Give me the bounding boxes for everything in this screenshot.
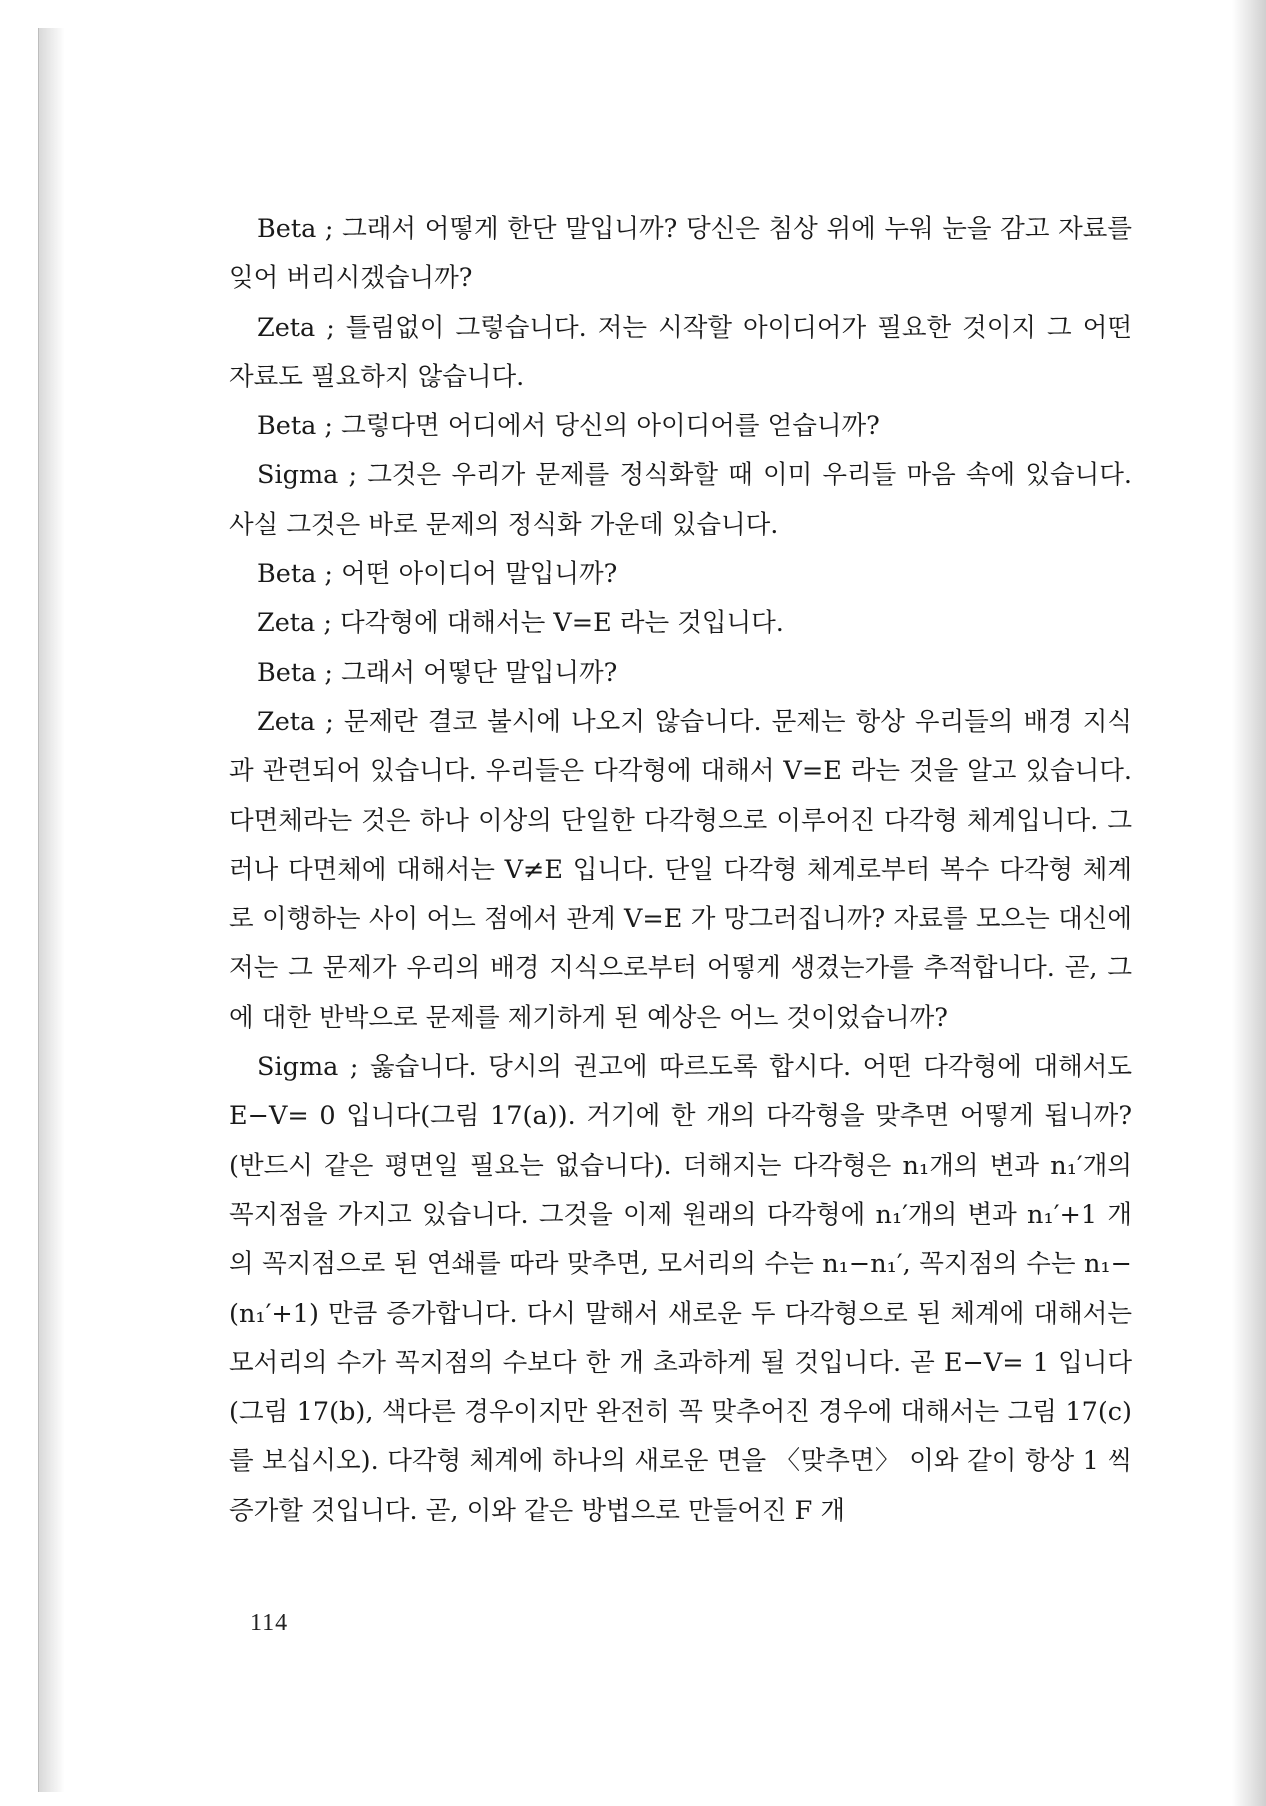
paragraph-zeta-2: Zeta ; 다각형에 대해서는 V=E 라는 것입니다. xyxy=(257,608,784,639)
page-right-shadow xyxy=(1232,0,1266,1806)
paragraph-sigma-2: Sigma ; 옳습니다. 당시의 권고에 따르도록 합시다. 어떤 다각형에 대해서도 E−V= 0 입니다(그림 17(a)). 거기에 한 개의 다각형을 맞추면 어떻게 됩니까? (반드시 같은 평면일 필요는 없습니다). 더해지는 다각형은 n₁개의 변과 n₁′개의 꼭지점을 가지고 있습니다. 그것을 이제 원래의 다각형에 n₁′개의 변과 n₁′+1 개의 꼭지점으로 된 연쇄를 따라 맞추면, 모서리의 수는 n₁−n₁′, 꼭지점의 수는 n₁−(n₁′+1) 만큼 증가합니다. 다시 말해서 새로운 두 다각형으로 된 체계에 대해서는 모서리의 수가 꼭지점의 수보다 한 개 초과하게 될 것입니다. 곧 E−V= 1 입니다(그림 17(b), 색다른 경우이지만 완전히 꼭 맞추어진 경우에 대해서는 그림 17(c)를 보십시오). 다각형 체계에 하나의 새로운 면을 〈맞추면〉 이와 같이 항상 1 씩 증가할 것입니다. 곧, 이와 같은 방법으로 만들어진 F 개 xyxy=(229,1052,1132,1526)
paragraph-sigma-1: Sigma ; 그것은 우리가 문제를 정식화할 때 이미 우리들 마음 속에 있습니다. 사실 그것은 바로 문제의 정식화 가운데 있습니다. xyxy=(229,460,1132,540)
paragraph-beta-4: Beta ; 그래서 어떻단 말입니까? xyxy=(257,657,618,688)
body-text xyxy=(229,205,1132,1536)
page-stack-edge xyxy=(38,28,65,1792)
paragraph-zeta-1: Zeta ; 틀림없이 그렇습니다. 저는 시작할 아이디어가 필요한 것이지 그 어떤 자료도 필요하지 않습니다. xyxy=(229,312,1132,392)
paragraph-beta-3: Beta ; 어떤 아이디어 말입니까? xyxy=(257,559,618,590)
paragraph-zeta-3: Zeta ; 문제란 결코 불시에 나오지 않습니다. 문제는 항상 우리들의 배경 지식과 관련되어 있습니다. 우리들은 다각형에 대해서 V=E 라는 것을 알고 있습니다. 다면체라는 것은 하나 이상의 단일한 다각형으로 이루어진 다각형 체계입니다. 그러나 다면체에 대해서는 V≠E 입니다. 단일 다각형 체계로부터 복수 다각형 체계로 이행하는 사이 어느 점에서 관계 V=E 가 망그러집니까? 자료를 모으는 대신에 저는 그 문제가 우리의 배경 지식으로부터 어떻게 생겼는가를 추적합니다. 곧, 그에 대한 반박으로 문제를 제기하게 된 예상은 어느 것이었습니까? xyxy=(229,706,1132,1033)
page-number: 114 xyxy=(250,1610,289,1636)
paragraph-beta-2: Beta ; 그렇다면 어디에서 당신의 아이디어를 얻습니까? xyxy=(257,411,880,442)
paragraph-beta-1: Beta ; 그래서 어떻게 한단 말입니까? 당신은 침상 위에 누워 눈을 감고 자료를 잊어 버리시겠습니까? xyxy=(229,214,1132,294)
